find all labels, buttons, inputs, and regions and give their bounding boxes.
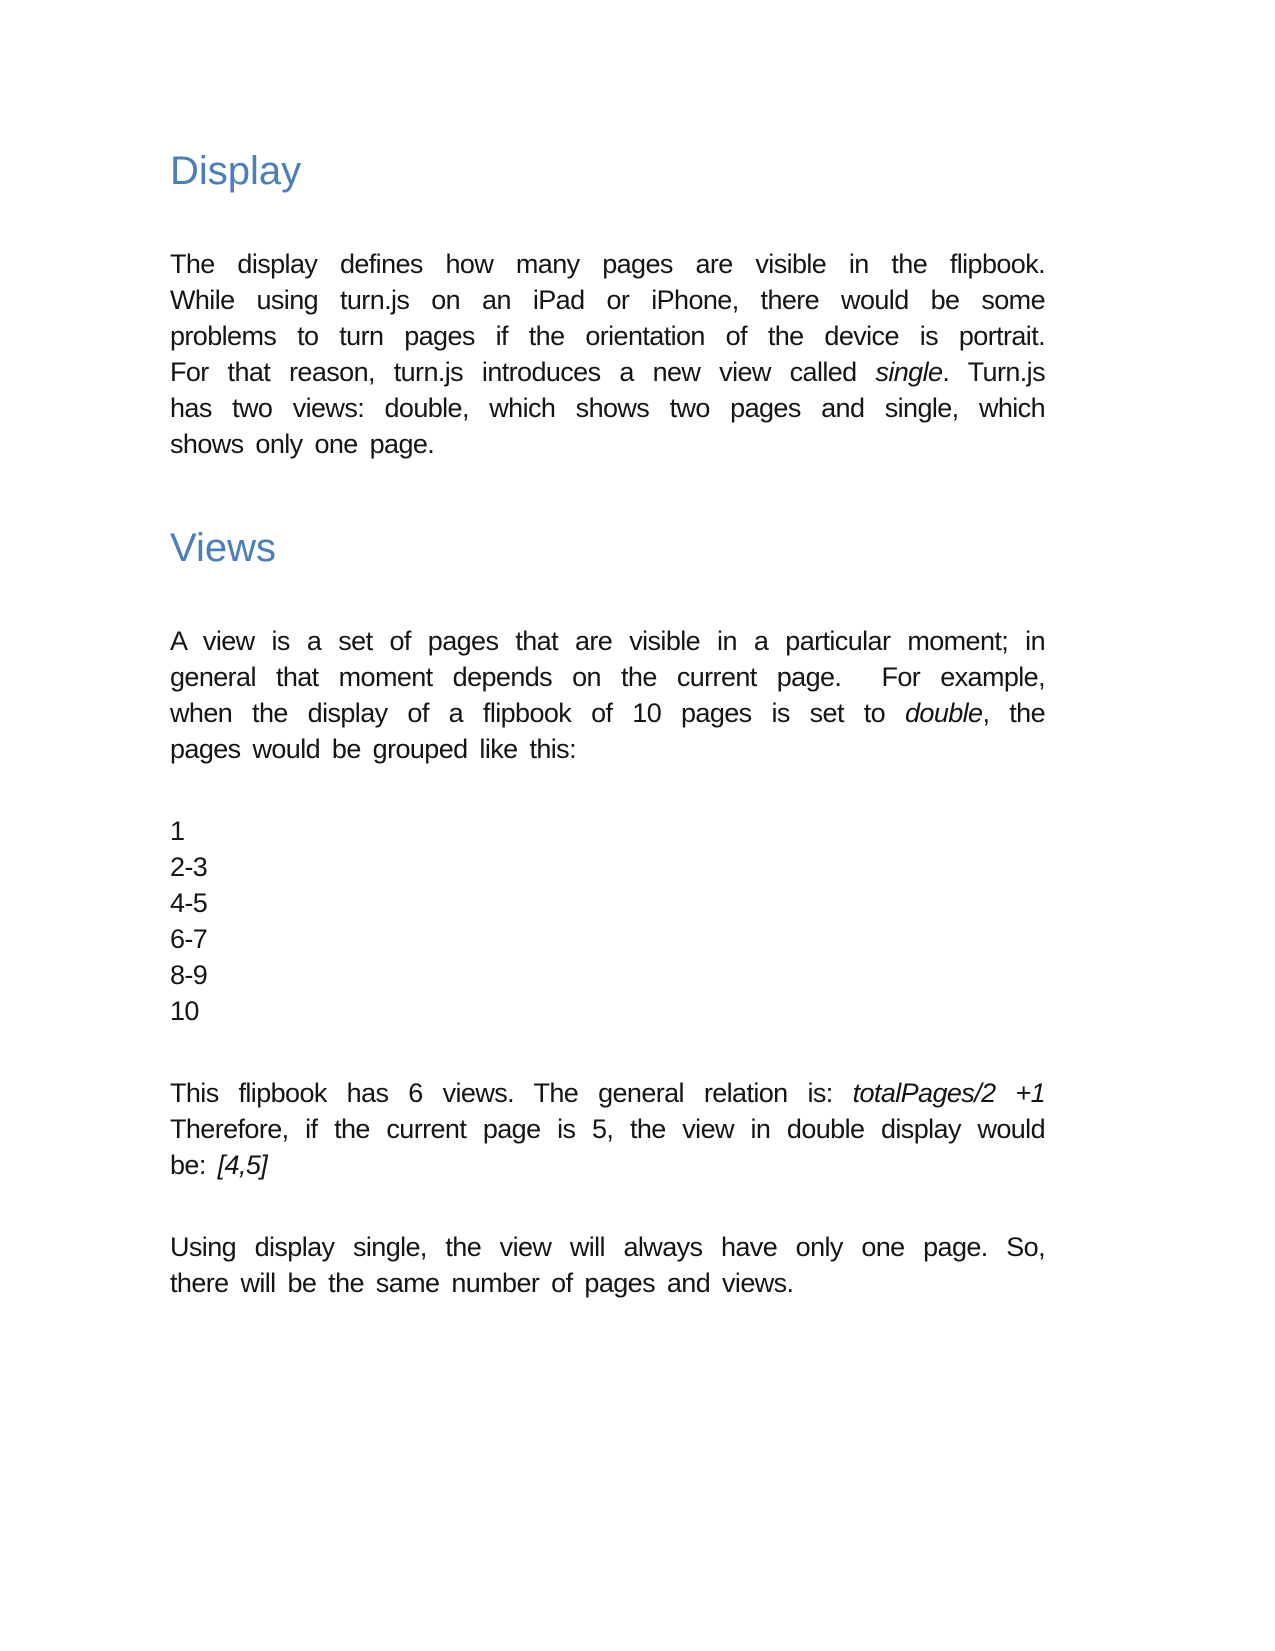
text-segment: The display defines how many pages are visible in the flipbook. bbox=[170, 249, 1045, 279]
text-segment: 1 bbox=[170, 816, 185, 846]
text-line bbox=[170, 426, 1045, 462]
text-segment: This flipbook has 6 views. The general relation is: bbox=[170, 1078, 853, 1108]
list-item bbox=[170, 921, 1045, 957]
text-line bbox=[170, 695, 1045, 731]
text-segment: general that moment depends on the current page. For example, bbox=[170, 662, 1045, 692]
text-segment: problems to turn pages if the orientation of the device is portrait. bbox=[170, 321, 1045, 351]
text-line bbox=[170, 1147, 1045, 1183]
text-segment: Therefore, if the current page is 5, the view in double display would bbox=[170, 1114, 1045, 1144]
paragraph bbox=[170, 246, 1045, 462]
text-segment: 2-3 bbox=[170, 852, 208, 882]
text-line bbox=[170, 1229, 1045, 1265]
document-content bbox=[170, 151, 1045, 1347]
text-segment: While using turn.js on an iPad or iPhone, there would be some bbox=[170, 285, 1045, 315]
text-segment: For that reason, turn.js introduces a new view called bbox=[170, 357, 876, 387]
text-segment: pages would be grouped like this: bbox=[170, 734, 576, 764]
list-item bbox=[170, 813, 1045, 849]
text-segment: there will be the same number of pages and views. bbox=[170, 1268, 794, 1298]
paragraph bbox=[170, 1229, 1045, 1301]
list-item bbox=[170, 993, 1045, 1029]
text-line bbox=[170, 623, 1045, 659]
paragraph bbox=[170, 1075, 1045, 1183]
text-segment: A view is a set of pages that are visible in a particular moment; in bbox=[170, 626, 1045, 656]
text-segment: when the display of a flipbook of 10 pages is set to bbox=[170, 698, 905, 728]
text-segment: . Turn.js bbox=[942, 357, 1045, 387]
text-segment: has two views: double, which shows two pages and single, which bbox=[170, 393, 1045, 423]
text-line bbox=[170, 246, 1045, 282]
text-line bbox=[170, 318, 1045, 354]
emphasized-text: [4,5] bbox=[217, 1150, 268, 1180]
text-segment: Using display single, the view will always have only one page. So, bbox=[170, 1232, 1045, 1262]
emphasized-text: totalPages/2 +1 bbox=[852, 1078, 1046, 1108]
text-line bbox=[170, 659, 1045, 695]
text-line bbox=[170, 731, 1045, 767]
text-segment: , the bbox=[982, 698, 1045, 728]
text-segment: 6-7 bbox=[170, 924, 208, 954]
text-segment: 10 bbox=[170, 996, 199, 1026]
emphasized-text: single bbox=[875, 357, 943, 387]
text-line bbox=[170, 282, 1045, 318]
list-item bbox=[170, 957, 1045, 993]
section-heading-views: Views bbox=[170, 526, 276, 570]
text-segment: 8-9 bbox=[170, 960, 208, 990]
text-segment: shows only one page. bbox=[170, 429, 435, 459]
text-segment: 4-5 bbox=[170, 888, 208, 918]
page-groups-list bbox=[170, 813, 1045, 1029]
list-item bbox=[170, 885, 1045, 921]
text-line bbox=[170, 1265, 1045, 1301]
text-line bbox=[170, 354, 1045, 390]
section-heading-display: Display bbox=[170, 149, 302, 193]
paragraph bbox=[170, 623, 1045, 767]
text-segment: be: bbox=[170, 1150, 218, 1180]
emphasized-text: double bbox=[904, 698, 983, 728]
text-line bbox=[170, 1075, 1045, 1111]
text-line bbox=[170, 390, 1045, 426]
list-item bbox=[170, 849, 1045, 885]
text-line bbox=[170, 1111, 1045, 1147]
